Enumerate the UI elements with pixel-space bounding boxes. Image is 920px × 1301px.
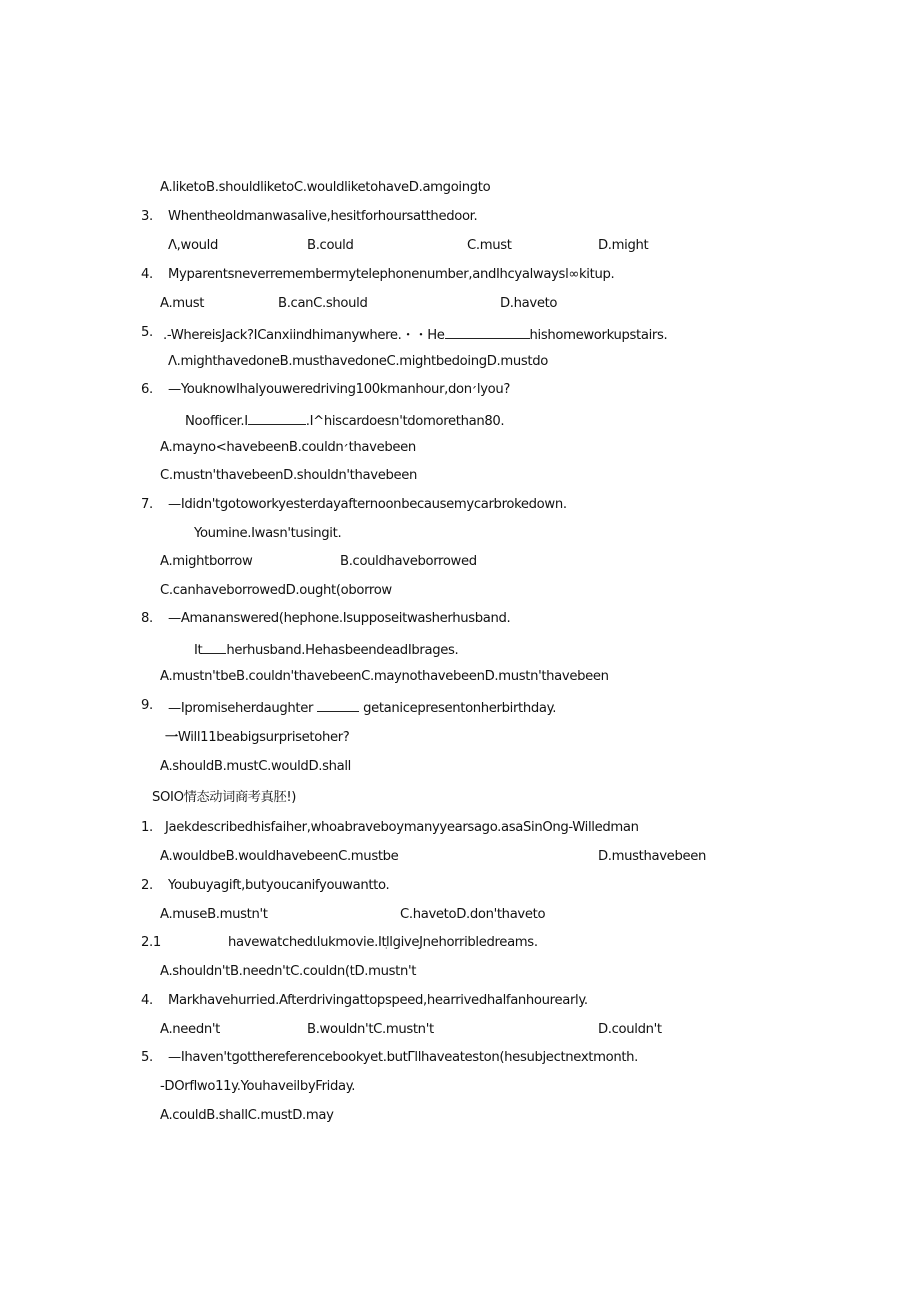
reply-line	[185, 410, 504, 431]
option-bc: B.wouldn'tC.mustn't	[307, 1022, 434, 1037]
answer-blank	[317, 697, 359, 712]
option-a: A.must	[160, 296, 205, 311]
reply-post: .I^hiscardoesn'tdomorethan80.	[305, 414, 505, 429]
option-b: B.could	[307, 238, 354, 253]
question-text: havewatchedιlukmovie.ItׅllgiveJnehorribledreams.	[228, 935, 538, 950]
answer-blank	[248, 410, 306, 425]
options-line: C.mustn'thavebeenD.shouldn'thavebeen	[160, 468, 418, 483]
option-a: Λ,would	[168, 238, 219, 253]
reply-pre: It	[194, 643, 203, 658]
answer-blank	[445, 324, 530, 339]
question-text-pre: —Ipromiseherdaughter	[168, 701, 314, 716]
question-number: 4.	[141, 267, 153, 282]
question-number: 1.	[141, 820, 153, 835]
option-b: B.couldhaveborrowed	[340, 554, 477, 569]
question-text: —YouknowIhalyouweredriving100kmanhour,don׳lyou?	[168, 382, 511, 397]
options-line: A.liketoB.shouldliketoC.wouldliketohaveD.amgoingto	[160, 180, 491, 195]
option-d: D.might	[598, 238, 649, 253]
options-line: C.canhaveborrowedD.ought(oborrow	[160, 583, 392, 598]
question-text: —Amananswered(hephone.Isupposeitwasherhusband.	[168, 611, 511, 626]
question-number: 9.	[141, 698, 153, 713]
option-d: D.haveto	[500, 296, 558, 311]
question-text: —Ihaven'tgotthereferencebookyet.butΓllhaveateston(hesubjectnextmonth.	[168, 1050, 639, 1065]
question-text-pre: .-WhereisJack?ICanxiindhimanywhere.・・He	[163, 328, 445, 343]
option-a: A.needn't	[160, 1022, 220, 1037]
reply-text: Will11beabigsurprisetoher?	[177, 730, 350, 745]
question-number: 5.	[141, 1050, 153, 1065]
question-text: —Ididn'tgotoworkyesterdayafternoonbecausemycarbrokedown.	[168, 497, 567, 512]
question-text: Whentheoldmanwasalive,hesitforhoursatthedoor.	[168, 209, 478, 224]
reply-post: herhusband.HehasbeendeadIbrages.	[226, 643, 459, 658]
reply-line: -DOrflwo11y.YouhaveilbyFriday.	[160, 1079, 356, 1094]
reply-dash: 一	[165, 730, 178, 745]
option-cd: C.havetoD.don'thaveto	[400, 907, 546, 922]
question-number: 3.	[141, 209, 153, 224]
question-number: 5.	[141, 325, 153, 340]
section-title: SOIO情态动词商考真胚!)	[152, 790, 297, 805]
option-c: C.must	[467, 238, 512, 253]
question-text: Jaekdescribedhisfaiher,whoabraveboymanyyearsago.asaSinOng-Willedman	[165, 820, 639, 835]
question-number: 7.	[141, 497, 153, 512]
option-ab: A.museB.mustn't	[160, 907, 268, 922]
option-d: D.musthavebeen	[598, 849, 707, 864]
option-bc: B.canC.should	[278, 296, 368, 311]
question-text-post: getanicepresentonherbirthday.	[363, 701, 557, 716]
question-text-post: hishomeworkupstairs.	[529, 328, 668, 343]
question-text	[163, 324, 667, 345]
options-line: A.mustn'tbeB.couldn'thavebeenC.maynothavebeenD.mustn'thavebeen	[160, 669, 609, 684]
answer-blank	[202, 639, 226, 654]
option-a: A.mightborrow	[160, 554, 253, 569]
question-text: Markhavehurried.Afterdrivingattopspeed,hearrivedhalfanhourearly.	[168, 993, 588, 1008]
question-number: 2.1	[141, 935, 161, 950]
reply-line	[194, 639, 458, 660]
options-line: A.couldB.shallC.mustD.may	[160, 1108, 334, 1123]
question-number: 2.	[141, 878, 153, 893]
options-line: A.mayno<havebeenB.couldn׳thavebeen	[160, 440, 416, 455]
option-d: D.couldn't	[598, 1022, 662, 1037]
reply-line	[165, 729, 349, 747]
question-text: Myparentsneverremembermytelephonenumber,andIhcyalwaysl∞kitup.	[168, 267, 615, 282]
question-text	[168, 697, 556, 718]
options-line: Λ.mighthavedoneB.musthavedoneC.mightbedoingD.mustdo	[168, 354, 548, 369]
options-line: A.shouldB.mustC.wouldD.shall	[160, 759, 351, 774]
reply-line: Youmine.Iwasn'tusingit.	[194, 526, 342, 541]
question-number: 8.	[141, 611, 153, 626]
question-number: 4.	[141, 993, 153, 1008]
options-line: A.shouldn'tB.needn'tC.couldn(tD.mustn't	[160, 964, 417, 979]
options-line: A.wouldbeB.wouldhavebeenC.mustbe	[160, 849, 399, 864]
question-text: Youbuyagift,butyoucanifyouwantto.	[168, 878, 390, 893]
question-number: 6.	[141, 382, 153, 397]
reply-pre: Noofficer.I	[185, 414, 248, 429]
